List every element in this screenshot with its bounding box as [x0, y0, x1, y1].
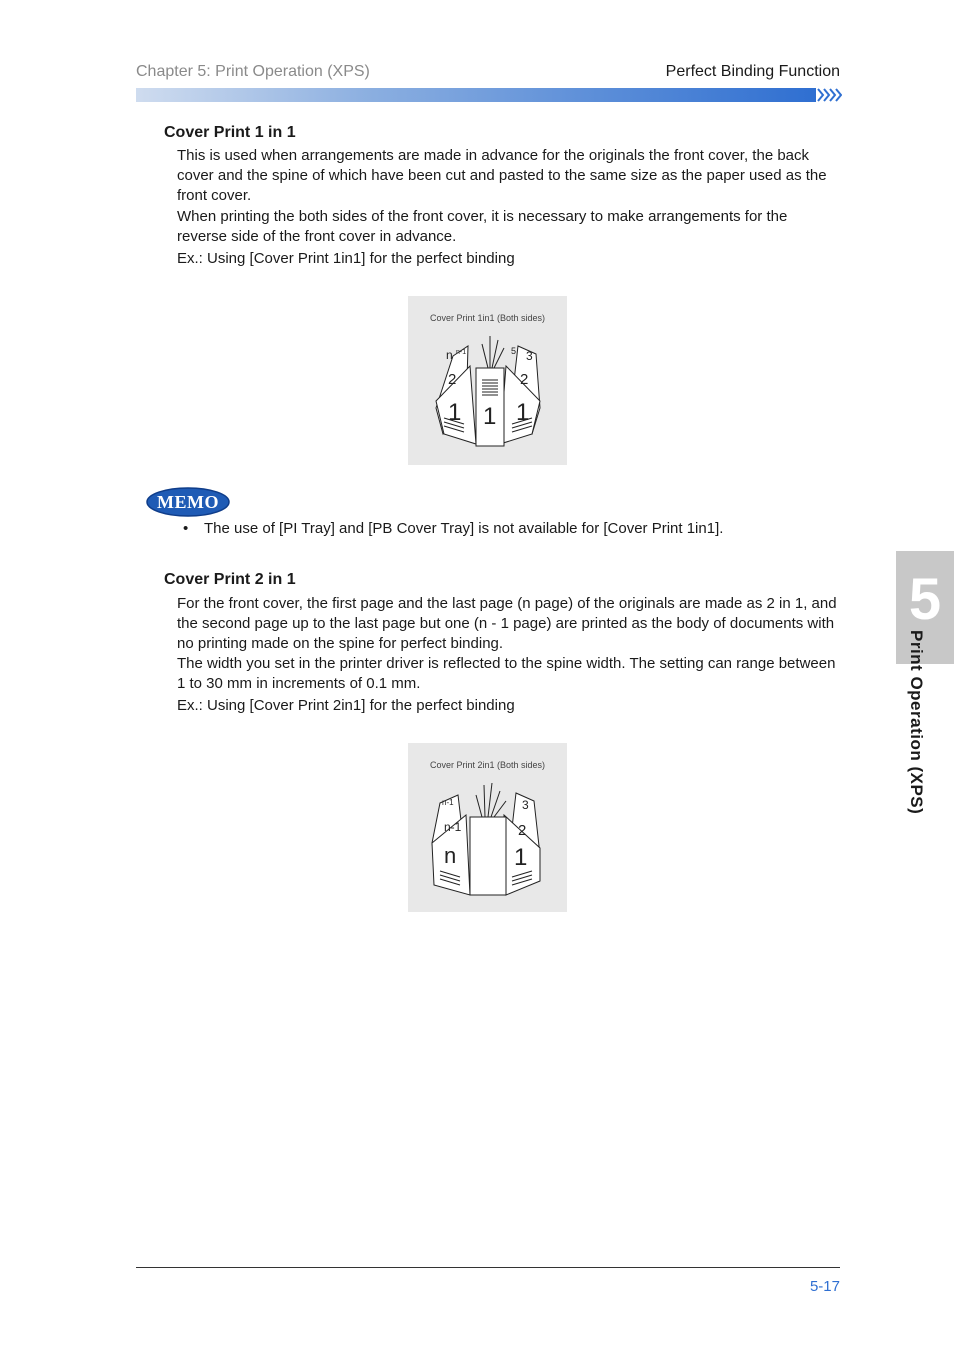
page-label-2: 2 — [518, 822, 527, 839]
page-label-n-1: n-1 — [456, 349, 467, 356]
page-label-n: n — [446, 348, 453, 362]
page-label-1-right: 1 — [516, 399, 530, 426]
paragraph: Ex.: Using [Cover Print 2in1] for the perfect binding — [177, 697, 515, 714]
page-label-3: 3 — [522, 798, 529, 812]
page-label-3: 3 — [526, 349, 533, 363]
chapter-tab-number: 5 — [908, 567, 942, 632]
footer-rule — [136, 1267, 840, 1268]
paragraph: This is used when arrangements are made in advance for the originals the front cover, the back cover and the spine of which have been cut and pasted to the same size as the paper used as the front cover. — [177, 147, 827, 204]
memo-text: The use of [PI Tray] and [PB Cover Tray] is not available for [Cover Print 1in1]. — [204, 520, 724, 537]
page-label-2-right: 2 — [520, 371, 529, 388]
page-label-1: 1 — [514, 844, 528, 871]
page-label-1-left: 1 — [448, 399, 462, 426]
paragraph: When printing the both sides of the front cover, it is necessary to make arrangements for the reverse side of the front cover in advance. — [177, 208, 788, 245]
chapter-title: Chapter 5: Print Operation (XPS) — [136, 63, 370, 80]
memo-badge — [146, 487, 230, 517]
page-label-n: n — [444, 843, 457, 868]
paragraph: The width you set in the printer driver is reflected to the spine width. The setting can range between 1 to 30 mm in increments of 0.1 mm. — [177, 655, 836, 692]
paragraph: Ex.: Using [Cover Print 1in1] for the perfect binding — [177, 250, 515, 267]
figure-cover-print-1in1 — [408, 296, 567, 465]
section-heading-cover-print-2in1: Cover Print 2 in 1 — [164, 571, 296, 588]
section-heading-cover-print-1in1: Cover Print 1 in 1 — [164, 124, 296, 141]
chevrons-icon — [816, 86, 842, 104]
figure-cover-print-2in1 — [408, 743, 567, 912]
header-bar — [136, 88, 816, 102]
chapter-tab-label: Print Operation (XPS) — [907, 630, 926, 815]
booklet-illustration — [408, 743, 567, 912]
page-label-2-left: 2 — [448, 371, 457, 388]
figure-title: Cover Print 1in1 (Both sides) — [429, 313, 546, 323]
figure-title: Cover Print 2in1 (Both sides) — [429, 760, 546, 770]
paragraph: For the front cover, the first page and the last page (n page) of the originals are made as 2 in 1, and the second page up to the last page but one (n - 1 page) are printed as the body of documents with no printing made on the spine for perfect binding. — [177, 595, 837, 652]
page-label-1-center: 1 — [483, 403, 497, 430]
page-label-n-1-mid: n-1 — [444, 820, 462, 834]
memo-label: MEMO — [157, 492, 219, 512]
page-label-n-1-top: n-1 — [442, 798, 454, 807]
bullet-marker: • — [183, 520, 189, 537]
booklet-illustration — [408, 296, 567, 465]
page-number: 5-17 — [809, 1278, 840, 1295]
page-label-5: 5 — [511, 346, 517, 356]
section-title: Perfect Binding Function — [665, 63, 840, 80]
